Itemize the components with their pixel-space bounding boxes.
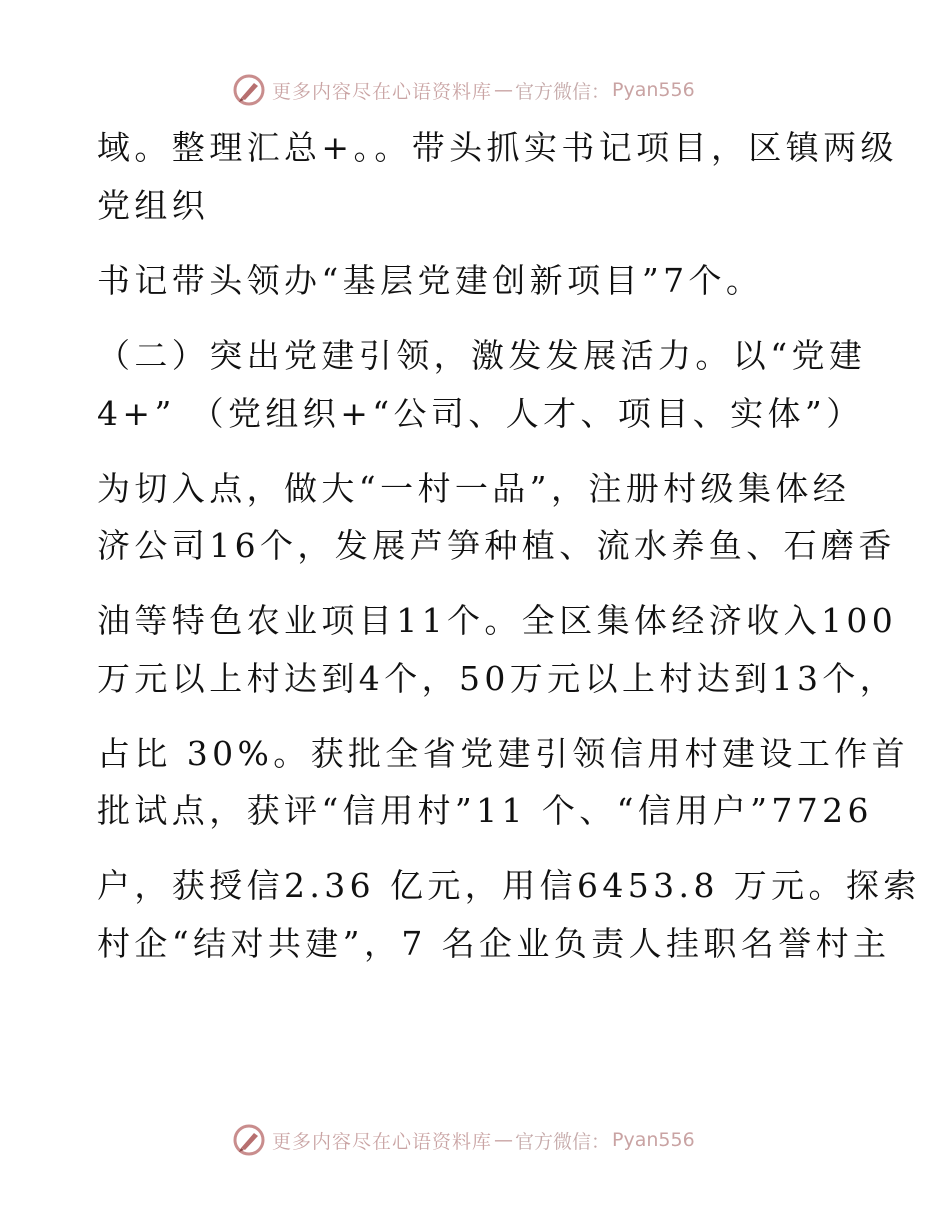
header-watermark [232, 70, 752, 110]
watermark-site-text: 更多内容尽在心语资料库 [272, 1130, 493, 1153]
body-line: 占比 30%。获批全省党建引领信用村建设工作首 [97, 734, 910, 773]
body-line: 油等特色农业项目11个。全区集体经济收入100 [97, 601, 898, 640]
pen-logo-icon [232, 1123, 266, 1157]
watermark-site-text: 更多内容尽在心语资料库 [272, 80, 493, 103]
body-line: 村企“结对共建”，7 名企业负责人挂职名誉村主 [97, 924, 891, 963]
body-line: （二）突出党建引领，激发发展活力。以“党建 [97, 336, 867, 375]
body-line: 万元以上村达到4个，50万元以上村达到13个， [97, 659, 898, 698]
body-line: 书记带头领办“基层党建创新项目”7个。 [97, 261, 764, 300]
body-line: 域。整理汇总+。。带头抓实书记项目，区镇两级 [97, 128, 898, 167]
watermark-wechat-label: 官方微信： [515, 1130, 611, 1153]
body-line: 户，获授信2.36 亿元，用信6453.8 万元。探索 [97, 866, 921, 905]
body-line: 4+” （党组织+“公司、人才、项目、实体”） [97, 394, 864, 433]
body-line: 济公司16个，发展芦笋种植、流水养鱼、石磨香 [97, 526, 896, 565]
footer-watermark [232, 1120, 752, 1160]
body-line: 为切入点，做大“一村一品”，注册村级集体经 [97, 469, 851, 508]
watermark-wechat-id: Pyan556 [612, 79, 695, 101]
watermark-separator: — [494, 1129, 514, 1151]
pen-logo-icon [232, 73, 266, 107]
watermark-wechat-label: 官方微信： [515, 80, 611, 103]
watermark-wechat-id: Pyan556 [612, 1129, 695, 1151]
body-line: 批试点，获评“信用村”11 个、“信用户”7726 [97, 791, 873, 830]
body-line: 党组织 [97, 186, 210, 225]
watermark-separator: — [494, 79, 514, 101]
